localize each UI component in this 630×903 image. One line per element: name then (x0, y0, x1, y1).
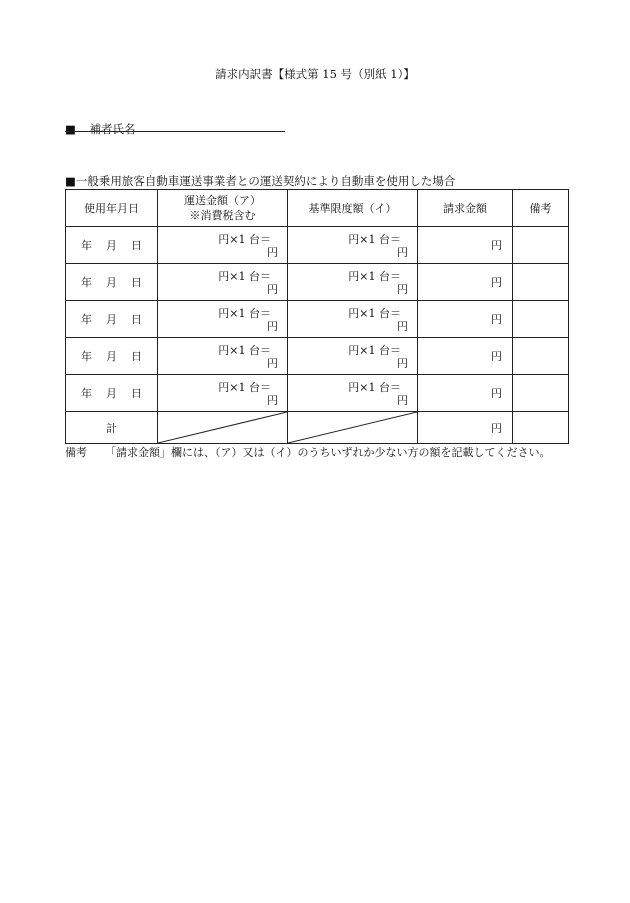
table-header-row (66, 190, 569, 227)
limit-cell[interactable] (288, 375, 418, 412)
notes-cell[interactable] (513, 338, 569, 375)
table-row (66, 301, 569, 338)
document-title: 請求内訳書【様式第 15 号（別紙 1）】 (215, 67, 415, 81)
notes-cell[interactable] (513, 227, 569, 264)
applicant-name-label: 補者氏名 (89, 122, 136, 136)
year-label: 年 (81, 276, 92, 289)
header-claim: 請求金額 (418, 190, 513, 227)
limit-cell[interactable] (288, 301, 418, 338)
limit-yen-label: 円 (397, 283, 408, 296)
total-fare-cell-disabled (158, 412, 288, 444)
fare-cell[interactable] (158, 227, 288, 264)
claim-cell[interactable]: 円 (418, 375, 513, 412)
fare-calc-label: 円×1 台＝ (218, 270, 271, 283)
total-row (66, 412, 569, 444)
month-label: 月 (106, 239, 117, 252)
date-cell[interactable] (66, 375, 158, 412)
claim-cell[interactable]: 円 (418, 301, 513, 338)
notes-cell[interactable] (513, 301, 569, 338)
fare-calc-label: 円×1 台＝ (218, 381, 271, 394)
total-notes-cell[interactable] (513, 412, 569, 444)
table-row (66, 338, 569, 375)
total-limit-cell-disabled (288, 412, 418, 444)
claim-cell[interactable]: 円 (418, 338, 513, 375)
header-notes: 備考 (513, 190, 569, 227)
month-label: 月 (106, 350, 117, 363)
limit-calc-label: 円×1 台＝ (348, 381, 401, 394)
year-label: 年 (81, 313, 92, 326)
month-label: 月 (106, 276, 117, 289)
date-cell[interactable] (66, 264, 158, 301)
header-fare-line2: ※消費税含む (189, 209, 256, 222)
limit-cell[interactable] (288, 227, 418, 264)
table-row (66, 375, 569, 412)
header-fare (158, 190, 288, 227)
claim-cell[interactable]: 円 (418, 227, 513, 264)
day-label: 日 (131, 350, 142, 363)
fare-calc-label: 円×1 台＝ (218, 233, 271, 246)
notes-cell[interactable] (513, 375, 569, 412)
limit-calc-label: 円×1 台＝ (348, 270, 401, 283)
section-heading: ■一般乗用旅客自動車運送事業者との運送契約により自動車を使用した場合 (65, 174, 456, 188)
header-fare-line1: 運送金額（ア） (184, 194, 261, 207)
year-label: 年 (81, 350, 92, 363)
limit-yen-label: 円 (397, 320, 408, 333)
square-bullet-icon: ■ (65, 122, 76, 136)
remark-text: 「請求金額」欄には、（ア）又は（イ）のうちいずれか少ない方の額を記載してください。 (105, 446, 551, 459)
year-label: 年 (81, 239, 92, 252)
claim-breakdown-table (65, 189, 569, 444)
limit-cell[interactable] (288, 264, 418, 301)
limit-calc-label: 円×1 台＝ (348, 233, 401, 246)
applicant-name-field (65, 121, 136, 137)
total-claim-cell[interactable]: 円 (418, 412, 513, 444)
date-cell[interactable] (66, 227, 158, 264)
fare-yen-label: 円 (267, 394, 278, 407)
fare-cell[interactable] (158, 375, 288, 412)
remark-note (65, 444, 551, 460)
table-row (66, 264, 569, 301)
year-label: 年 (81, 387, 92, 400)
diagonal-strike (288, 412, 417, 443)
total-label: 計 (66, 412, 158, 444)
day-label: 日 (131, 239, 142, 252)
table-row (66, 227, 569, 264)
fare-yen-label: 円 (267, 246, 278, 259)
day-label: 日 (131, 387, 142, 400)
month-label: 月 (106, 313, 117, 326)
fare-calc-label: 円×1 台＝ (218, 307, 271, 320)
fare-calc-label: 円×1 台＝ (218, 344, 271, 357)
fare-yen-label: 円 (267, 283, 278, 296)
fare-cell[interactable] (158, 264, 288, 301)
remark-label: 備考 (65, 446, 87, 459)
diagonal-strike (158, 412, 287, 443)
fare-cell[interactable] (158, 301, 288, 338)
limit-yen-label: 円 (397, 357, 408, 370)
limit-yen-label: 円 (397, 246, 408, 259)
header-date: 使用年月日 (66, 190, 158, 227)
applicant-name-underline (65, 131, 285, 132)
limit-yen-label: 円 (397, 394, 408, 407)
limit-calc-label: 円×1 台＝ (348, 344, 401, 357)
fare-cell[interactable] (158, 338, 288, 375)
date-cell[interactable] (66, 301, 158, 338)
limit-cell[interactable] (288, 338, 418, 375)
notes-cell[interactable] (513, 264, 569, 301)
fare-yen-label: 円 (267, 357, 278, 370)
day-label: 日 (131, 276, 142, 289)
limit-calc-label: 円×1 台＝ (348, 307, 401, 320)
date-cell[interactable] (66, 338, 158, 375)
month-label: 月 (106, 387, 117, 400)
header-limit: 基準限度額（イ） (288, 190, 418, 227)
claim-cell[interactable]: 円 (418, 264, 513, 301)
day-label: 日 (131, 313, 142, 326)
fare-yen-label: 円 (267, 320, 278, 333)
